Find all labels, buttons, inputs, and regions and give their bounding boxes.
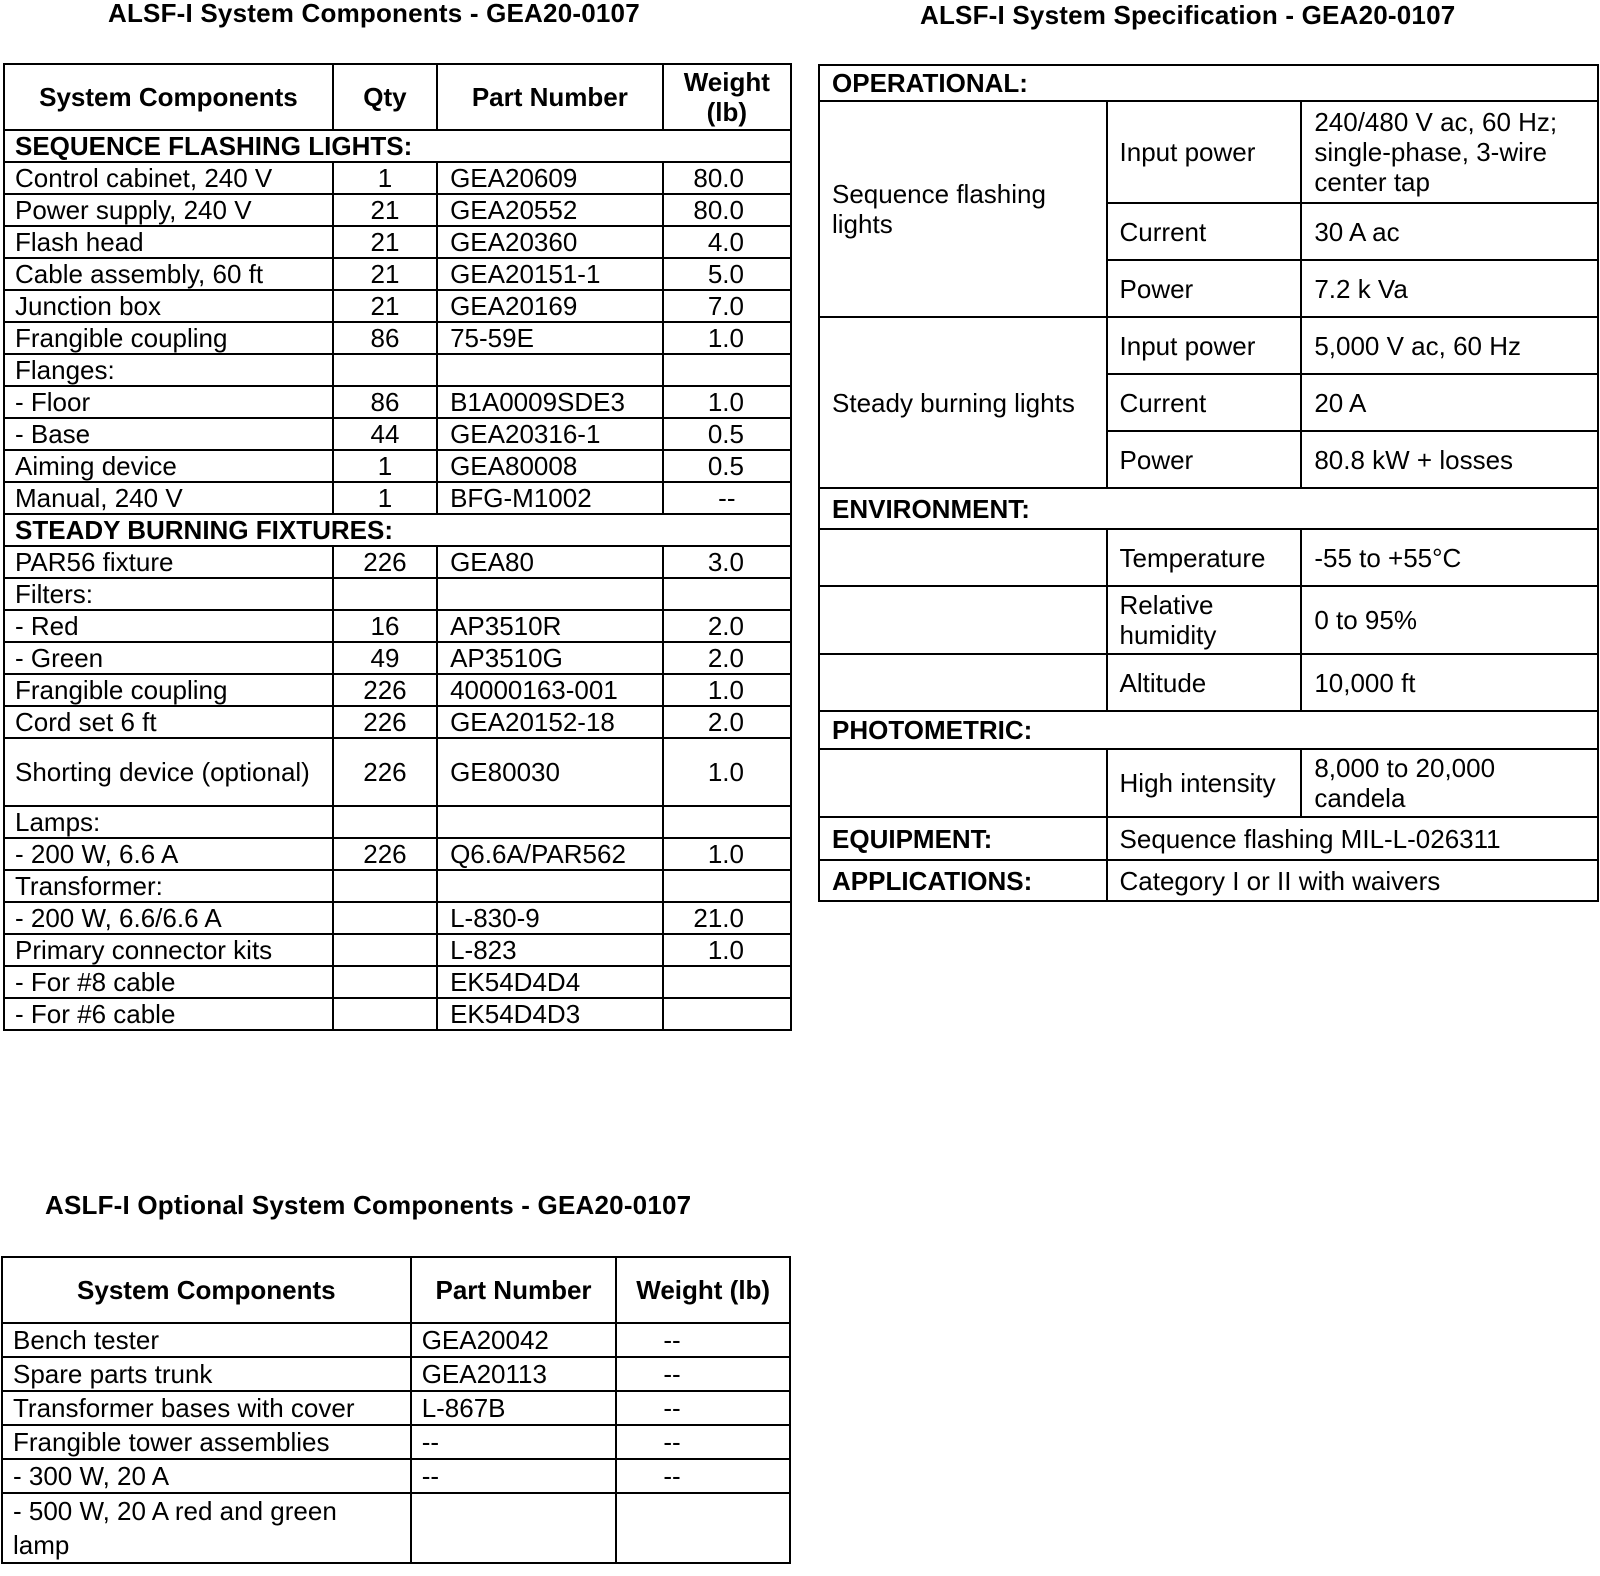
component-part-number: GE80030 [437,738,663,806]
spec-equipment-value: Sequence flashing MIL-L-026311 [1107,817,1598,860]
component-part-number: BFG-M1002 [437,482,663,514]
table-row [4,418,791,450]
component-name: Cable assembly, 60 ft [4,258,333,290]
component-name: Manual, 240 V [4,482,333,514]
component-name: Filters: [4,578,333,610]
spec-row-equipment [819,817,1598,860]
component-qty [333,934,437,966]
component-part-number: L-830-9 [437,902,663,934]
component-qty: 1 [333,162,437,194]
component-part-number: AP3510G [437,642,663,674]
spec-section-photometric: PHOTOMETRIC: [819,711,1598,749]
component-qty: 226 [333,674,437,706]
header-qty: Qty [333,64,437,130]
component-qty: 226 [333,706,437,738]
component-qty: 1 [333,482,437,514]
spec-empty-cell [819,586,1107,654]
component-weight: 0.5 [663,418,791,450]
table-row [4,450,791,482]
table-row [4,998,791,1030]
header-system-components: System Components [4,64,333,130]
components-title: ALSF-I System Components - GEA20-0107 [108,0,640,28]
spec-humidity-value: 0 to 95% [1301,586,1598,654]
spec-intensity-label: High intensity [1107,749,1302,817]
optional-component-name: - 300 W, 20 A [2,1459,411,1493]
optional-component-name: Frangible tower assemblies [2,1425,411,1459]
optional-weight: -- [616,1425,790,1459]
table-row [4,386,791,418]
component-weight: 1.0 [663,738,791,806]
component-weight: 21.0 [663,902,791,934]
component-part-number: Q6.6A/PAR562 [437,838,663,870]
component-name: - Red [4,610,333,642]
spec-steady-current-label: Current [1107,374,1302,431]
spec-section-environment: ENVIRONMENT: [819,488,1598,529]
component-name: Junction box [4,290,333,322]
component-part-number: 75-59E [437,322,663,354]
component-qty: 44 [333,418,437,450]
optional-weight: -- [616,1323,790,1357]
component-name: Lamps: [4,806,333,838]
component-qty: 16 [333,610,437,642]
component-name: PAR56 fixture [4,546,333,578]
component-name: - For #6 cable [4,998,333,1030]
section-sequence-flashing [4,130,791,162]
spec-row-temperature [819,529,1598,586]
table-row [2,1493,790,1563]
optional-weight: -- [616,1357,790,1391]
component-qty: 21 [333,290,437,322]
component-qty: 226 [333,546,437,578]
component-weight [663,354,791,386]
component-qty: 21 [333,258,437,290]
component-weight [663,998,791,1030]
spec-seq-current-value: 30 A ac [1301,203,1598,260]
spec-seq-input-label: Input power [1107,101,1302,203]
header-weight: Weight (lb) [663,64,791,130]
table-row [4,738,791,806]
component-name: Aiming device [4,450,333,482]
component-part-number: GEA20152-18 [437,706,663,738]
component-weight: -- [663,482,791,514]
component-weight: 2.0 [663,610,791,642]
table-row [4,194,791,226]
optional-header-weight: Weight (lb) [616,1257,790,1323]
table-row [4,482,791,514]
optional-part-number: -- [411,1425,617,1459]
component-part-number [437,578,663,610]
spec-steady-current-value: 20 A [1301,374,1598,431]
component-part-number: B1A0009SDE3 [437,386,663,418]
table-row [4,870,791,902]
section-header: SEQUENCE FLASHING LIGHTS: [4,130,791,162]
optional-weight: -- [616,1459,790,1493]
component-qty: 21 [333,194,437,226]
spec-temp-label: Temperature [1107,529,1302,586]
table-row [2,1391,790,1425]
component-part-number: GEA20609 [437,162,663,194]
component-weight: 0.5 [663,450,791,482]
spec-humidity-label: Relative humidity [1107,586,1302,654]
component-name: - Green [4,642,333,674]
component-weight [663,966,791,998]
optional-header-row [2,1257,790,1323]
header-part-number: Part Number [437,64,663,130]
table-row [4,578,791,610]
optional-weight: -- [616,1391,790,1425]
spec-row-applications [819,860,1598,901]
spec-seq-input-value: 240/480 V ac, 60 Hz; single-phase, 3-wire center tap [1301,101,1598,203]
optional-table [1,1256,791,1564]
component-weight: 2.0 [663,642,791,674]
table-row [4,966,791,998]
spec-applications-value: Category I or II with waivers [1107,860,1598,901]
component-name: Cord set 6 ft [4,706,333,738]
spec-seq-label: Sequence flashing lights [819,101,1107,317]
table-row [4,258,791,290]
component-part-number: L-823 [437,934,663,966]
component-qty [333,998,437,1030]
component-weight [663,806,791,838]
table-row [2,1357,790,1391]
components-header-row [4,64,791,130]
component-weight: 3.0 [663,546,791,578]
spec-row-environment [819,488,1598,529]
spec-steady-input-label: Input power [1107,317,1302,374]
table-row [2,1323,790,1357]
spec-seq-power-label: Power [1107,260,1302,317]
table-row [4,290,791,322]
component-name: Shorting device (optional) [4,738,333,806]
component-part-number [437,806,663,838]
component-weight: 2.0 [663,706,791,738]
spec-altitude-value: 10,000 ft [1301,654,1598,711]
spec-temp-value: -55 to +55°C [1301,529,1598,586]
spec-steady-power-value: 80.8 kW + losses [1301,431,1598,488]
component-name: Flanges: [4,354,333,386]
component-qty: 86 [333,322,437,354]
table-row [4,610,791,642]
table-row [4,934,791,966]
optional-part-number: GEA20042 [411,1323,617,1357]
section-steady-burning [4,514,791,546]
table-row [4,902,791,934]
component-part-number: GEA20151-1 [437,258,663,290]
spec-row-operational [819,65,1598,101]
component-weight: 1.0 [663,838,791,870]
spec-row-humidity [819,586,1598,654]
component-weight: 1.0 [663,322,791,354]
table-row [4,546,791,578]
spec-row-steady-input [819,317,1598,374]
table-row [4,226,791,258]
spec-equipment-label: EQUIPMENT: [819,817,1107,860]
table-row [4,674,791,706]
component-name: - 200 W, 6.6/6.6 A [4,902,333,934]
component-weight: 5.0 [663,258,791,290]
component-qty: 86 [333,386,437,418]
component-name: - 200 W, 6.6 A [4,838,333,870]
component-weight: 80.0 [663,162,791,194]
component-weight: 4.0 [663,226,791,258]
spec-row-intensity [819,749,1598,817]
optional-body [2,1323,790,1563]
optional-component-name: Transformer bases with cover [2,1391,411,1425]
component-name: Primary connector kits [4,934,333,966]
component-name: - Floor [4,386,333,418]
component-qty: 226 [333,738,437,806]
table-row [2,1425,790,1459]
component-qty [333,578,437,610]
table-row [4,642,791,674]
spec-intensity-value: 8,000 to 20,000 candela [1301,749,1598,817]
optional-part-number: GEA20113 [411,1357,617,1391]
component-qty: 21 [333,226,437,258]
component-weight: 80.0 [663,194,791,226]
component-part-number: GEA80 [437,546,663,578]
spec-seq-current-label: Current [1107,203,1302,260]
spec-row-photometric [819,711,1598,749]
optional-part-number [411,1493,617,1563]
component-name: - Base [4,418,333,450]
component-part-number: EK54D4D3 [437,998,663,1030]
table-row [2,1459,790,1493]
optional-part-number: -- [411,1459,617,1493]
component-qty [333,870,437,902]
specification-table [818,64,1599,902]
component-name: Flash head [4,226,333,258]
component-weight: 1.0 [663,386,791,418]
table-row [4,322,791,354]
component-name: Control cabinet, 240 V [4,162,333,194]
optional-header-part-number: Part Number [411,1257,617,1323]
spec-empty-cell [819,749,1107,817]
component-name: Frangible coupling [4,674,333,706]
table-row [4,806,791,838]
spec-altitude-label: Altitude [1107,654,1302,711]
table-row [4,354,791,386]
component-name: - For #8 cable [4,966,333,998]
component-name: Frangible coupling [4,322,333,354]
specification-title: ALSF-I System Specification - GEA20-0107 [920,0,1456,30]
component-part-number: GEA20552 [437,194,663,226]
component-weight [663,870,791,902]
component-part-number: AP3510R [437,610,663,642]
component-name: Transformer: [4,870,333,902]
optional-component-name: Spare parts trunk [2,1357,411,1391]
spec-steady-label: Steady burning lights [819,317,1107,488]
component-name: Power supply, 240 V [4,194,333,226]
component-weight [663,578,791,610]
optional-header-system-components: System Components [2,1257,411,1323]
component-part-number: GEA20316-1 [437,418,663,450]
component-part-number: EK54D4D4 [437,966,663,998]
component-weight: 1.0 [663,674,791,706]
spec-empty-cell [819,529,1107,586]
optional-title: ASLF-I Optional System Components - GEA20-0107 [45,1190,692,1220]
spec-seq-power-value: 7.2 k Va [1301,260,1598,317]
component-qty [333,806,437,838]
optional-part-number: L-867B [411,1391,617,1425]
component-qty [333,354,437,386]
spec-section-operational: OPERATIONAL: [819,65,1598,101]
component-part-number: 40000163-001 [437,674,663,706]
spec-empty-cell [819,654,1107,711]
component-part-number: GEA20169 [437,290,663,322]
component-part-number [437,354,663,386]
table-row [4,162,791,194]
table-row [4,838,791,870]
optional-component-name: - 500 W, 20 A red and green lamp [2,1493,411,1563]
component-weight: 7.0 [663,290,791,322]
spec-row-altitude [819,654,1598,711]
component-qty [333,902,437,934]
spec-steady-input-value: 5,000 V ac, 60 Hz [1301,317,1598,374]
component-weight: 1.0 [663,934,791,966]
components-table [3,63,792,1031]
component-qty [333,966,437,998]
component-part-number: GEA20360 [437,226,663,258]
component-qty: 49 [333,642,437,674]
component-qty: 1 [333,450,437,482]
component-part-number [437,870,663,902]
section-header: STEADY BURNING FIXTURES: [4,514,791,546]
optional-weight [616,1493,790,1563]
spec-row-seq-input [819,101,1598,203]
optional-component-name: Bench tester [2,1323,411,1357]
spec-applications-label: APPLICATIONS: [819,860,1107,901]
spec-steady-power-label: Power [1107,431,1302,488]
components-body [4,130,791,1030]
component-part-number: GEA80008 [437,450,663,482]
component-qty: 226 [333,838,437,870]
table-row [4,706,791,738]
